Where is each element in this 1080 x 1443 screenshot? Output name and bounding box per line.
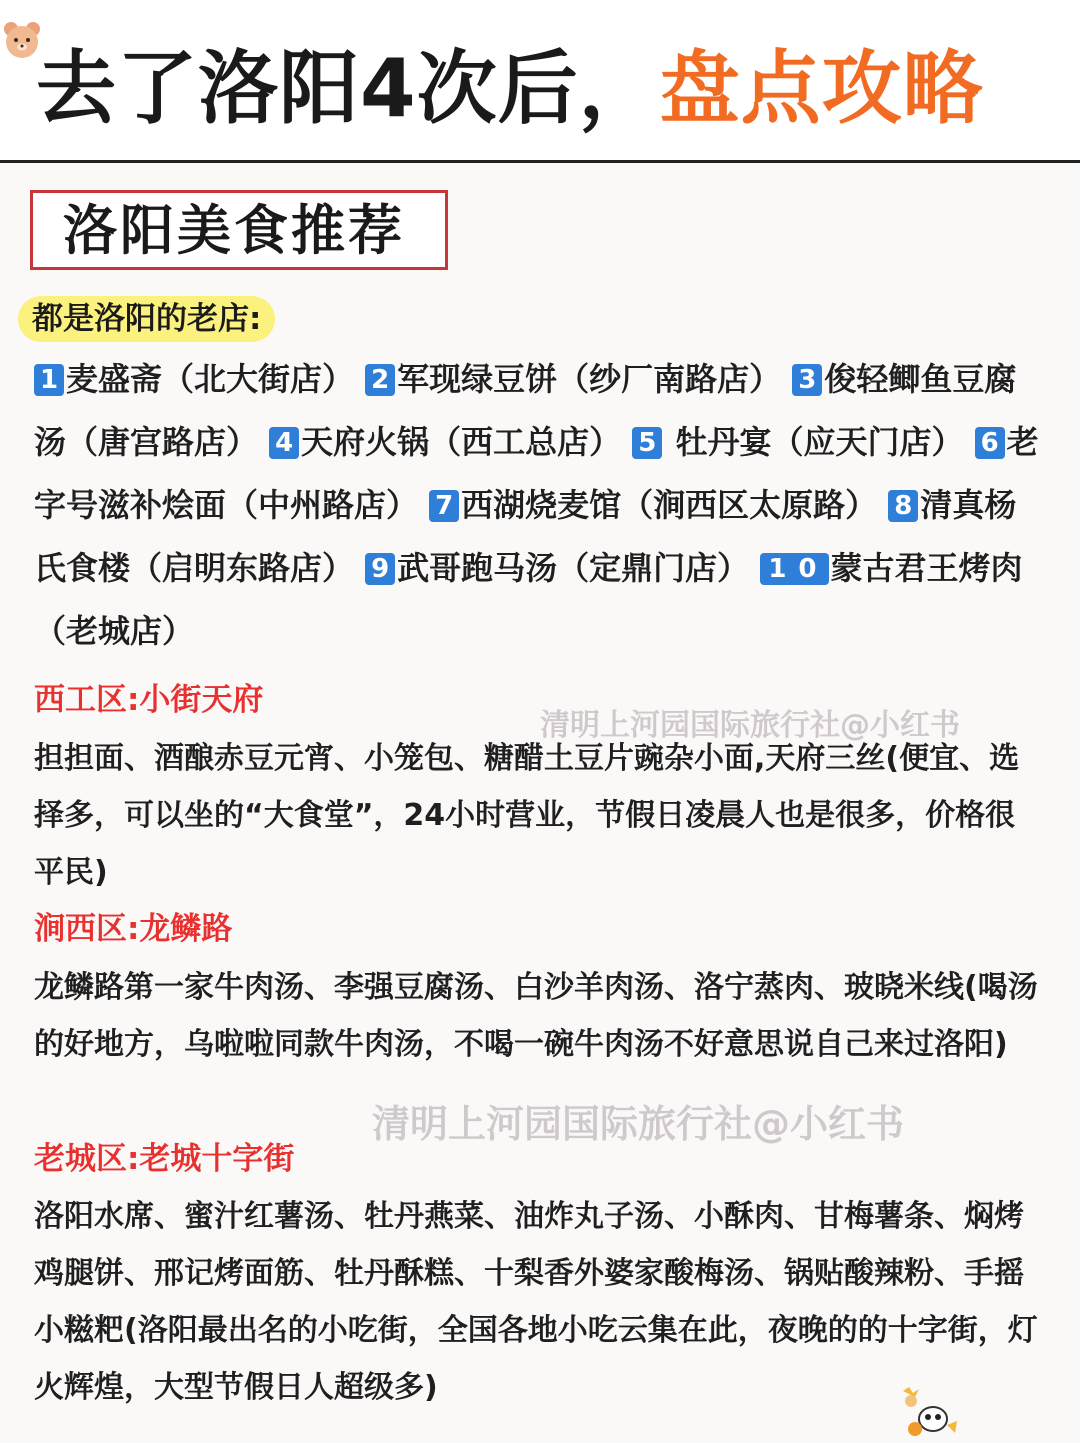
watermark: 清明上河园国际旅行社@小红书: [372, 1102, 905, 1146]
shop-name: 老字号滋补烩面（中州路店）: [34, 423, 1039, 524]
district-desc-laocheng: 洛阳水席、蜜汁红薯汤、牡丹燕菜、油炸丸子汤、小酥肉、甘梅薯条、焖烤鸡腿饼、邢记烤面筋、牡丹酥糕、十梨香外婆家酸梅汤、锅贴酸辣粉、手摇小糍粑(洛阳最出名的小吃街，全国各地小吃云集在此，夜晚的的十字街，灯火辉煌，大型节假日人超级多): [34, 1199, 1038, 1405]
number-badge: 8: [888, 490, 918, 522]
shop-name: 蒙古君王烤肉（老城店）: [34, 549, 1023, 650]
page-title: [36, 34, 984, 144]
shop-name: 武哥跑马汤（定鼎门店）: [397, 549, 750, 587]
number-badge: 4: [269, 427, 299, 459]
district-title-laocheng: 老城区:老城十字街: [34, 1141, 295, 1177]
shop-item: [632, 423, 974, 461]
district-title-xigong: 西工区:小街天府: [34, 682, 264, 718]
number-badge: 7: [429, 490, 459, 522]
shop-name: 俊轻鲫鱼豆腐汤（唐宫路店）: [34, 360, 1017, 461]
shop-item: [365, 360, 792, 398]
shop-item: [34, 360, 365, 398]
number-badge: 9: [365, 553, 395, 585]
shop-name: 西湖烧麦馆（涧西区太原路）: [461, 486, 878, 524]
section-title-box: [30, 190, 448, 270]
number-badge: 3: [792, 364, 822, 396]
shop-name: 天府火锅（西工总店）: [301, 423, 622, 461]
shop-item: [429, 486, 888, 524]
shop-list: [34, 348, 1044, 663]
district-desc-jianxi: 龙鳞路第一家牛肉汤、李强豆腐汤、白沙羊肉汤、洛宁蒸肉、玻晓米线(喝汤的好地方，乌啦啦同款牛肉汤，不喝一碗牛肉汤不好意思说自己来过洛阳): [34, 970, 1038, 1062]
number-badge: 1: [34, 364, 64, 396]
section-title: 洛阳美食推荐: [63, 199, 405, 262]
district-desc-xigong: 担担面、酒酿赤豆元宵、小笼包、糖醋土豆片豌杂小面,天府三丝(便宜、选择多，可以坐的“大食堂”，24小时营业，节假日凌晨人也是很多，价格很平民): [34, 741, 1020, 890]
number-badge: 5: [632, 427, 662, 459]
title-main: 去了洛阳4次后，: [36, 42, 660, 135]
shop-name: 清真杨氏食楼（启明东路店）: [34, 486, 1017, 587]
title-accent: 盘点攻略: [659, 42, 984, 135]
cartoon-sticker-icon: [895, 1385, 965, 1441]
shop-item: [269, 423, 632, 461]
shop-name: 牡丹宴（应天门店）: [664, 423, 964, 461]
shop-name: 军现绿豆饼（纱厂南路店）: [397, 360, 782, 398]
intro-highlight: 都是洛阳的老店:: [18, 296, 275, 342]
shop-item: [365, 549, 760, 587]
number-badge: 6: [975, 427, 1005, 459]
number-badge: 2: [365, 364, 395, 396]
shop-name: 麦盛斋（北大街店）: [66, 360, 355, 398]
header: [0, 0, 1080, 163]
watermark: 清明上河园国际旅行社@小红书: [540, 708, 960, 743]
number-badge: 10: [760, 553, 828, 585]
district-title-jianxi: 涧西区:龙鳞路: [34, 911, 233, 947]
